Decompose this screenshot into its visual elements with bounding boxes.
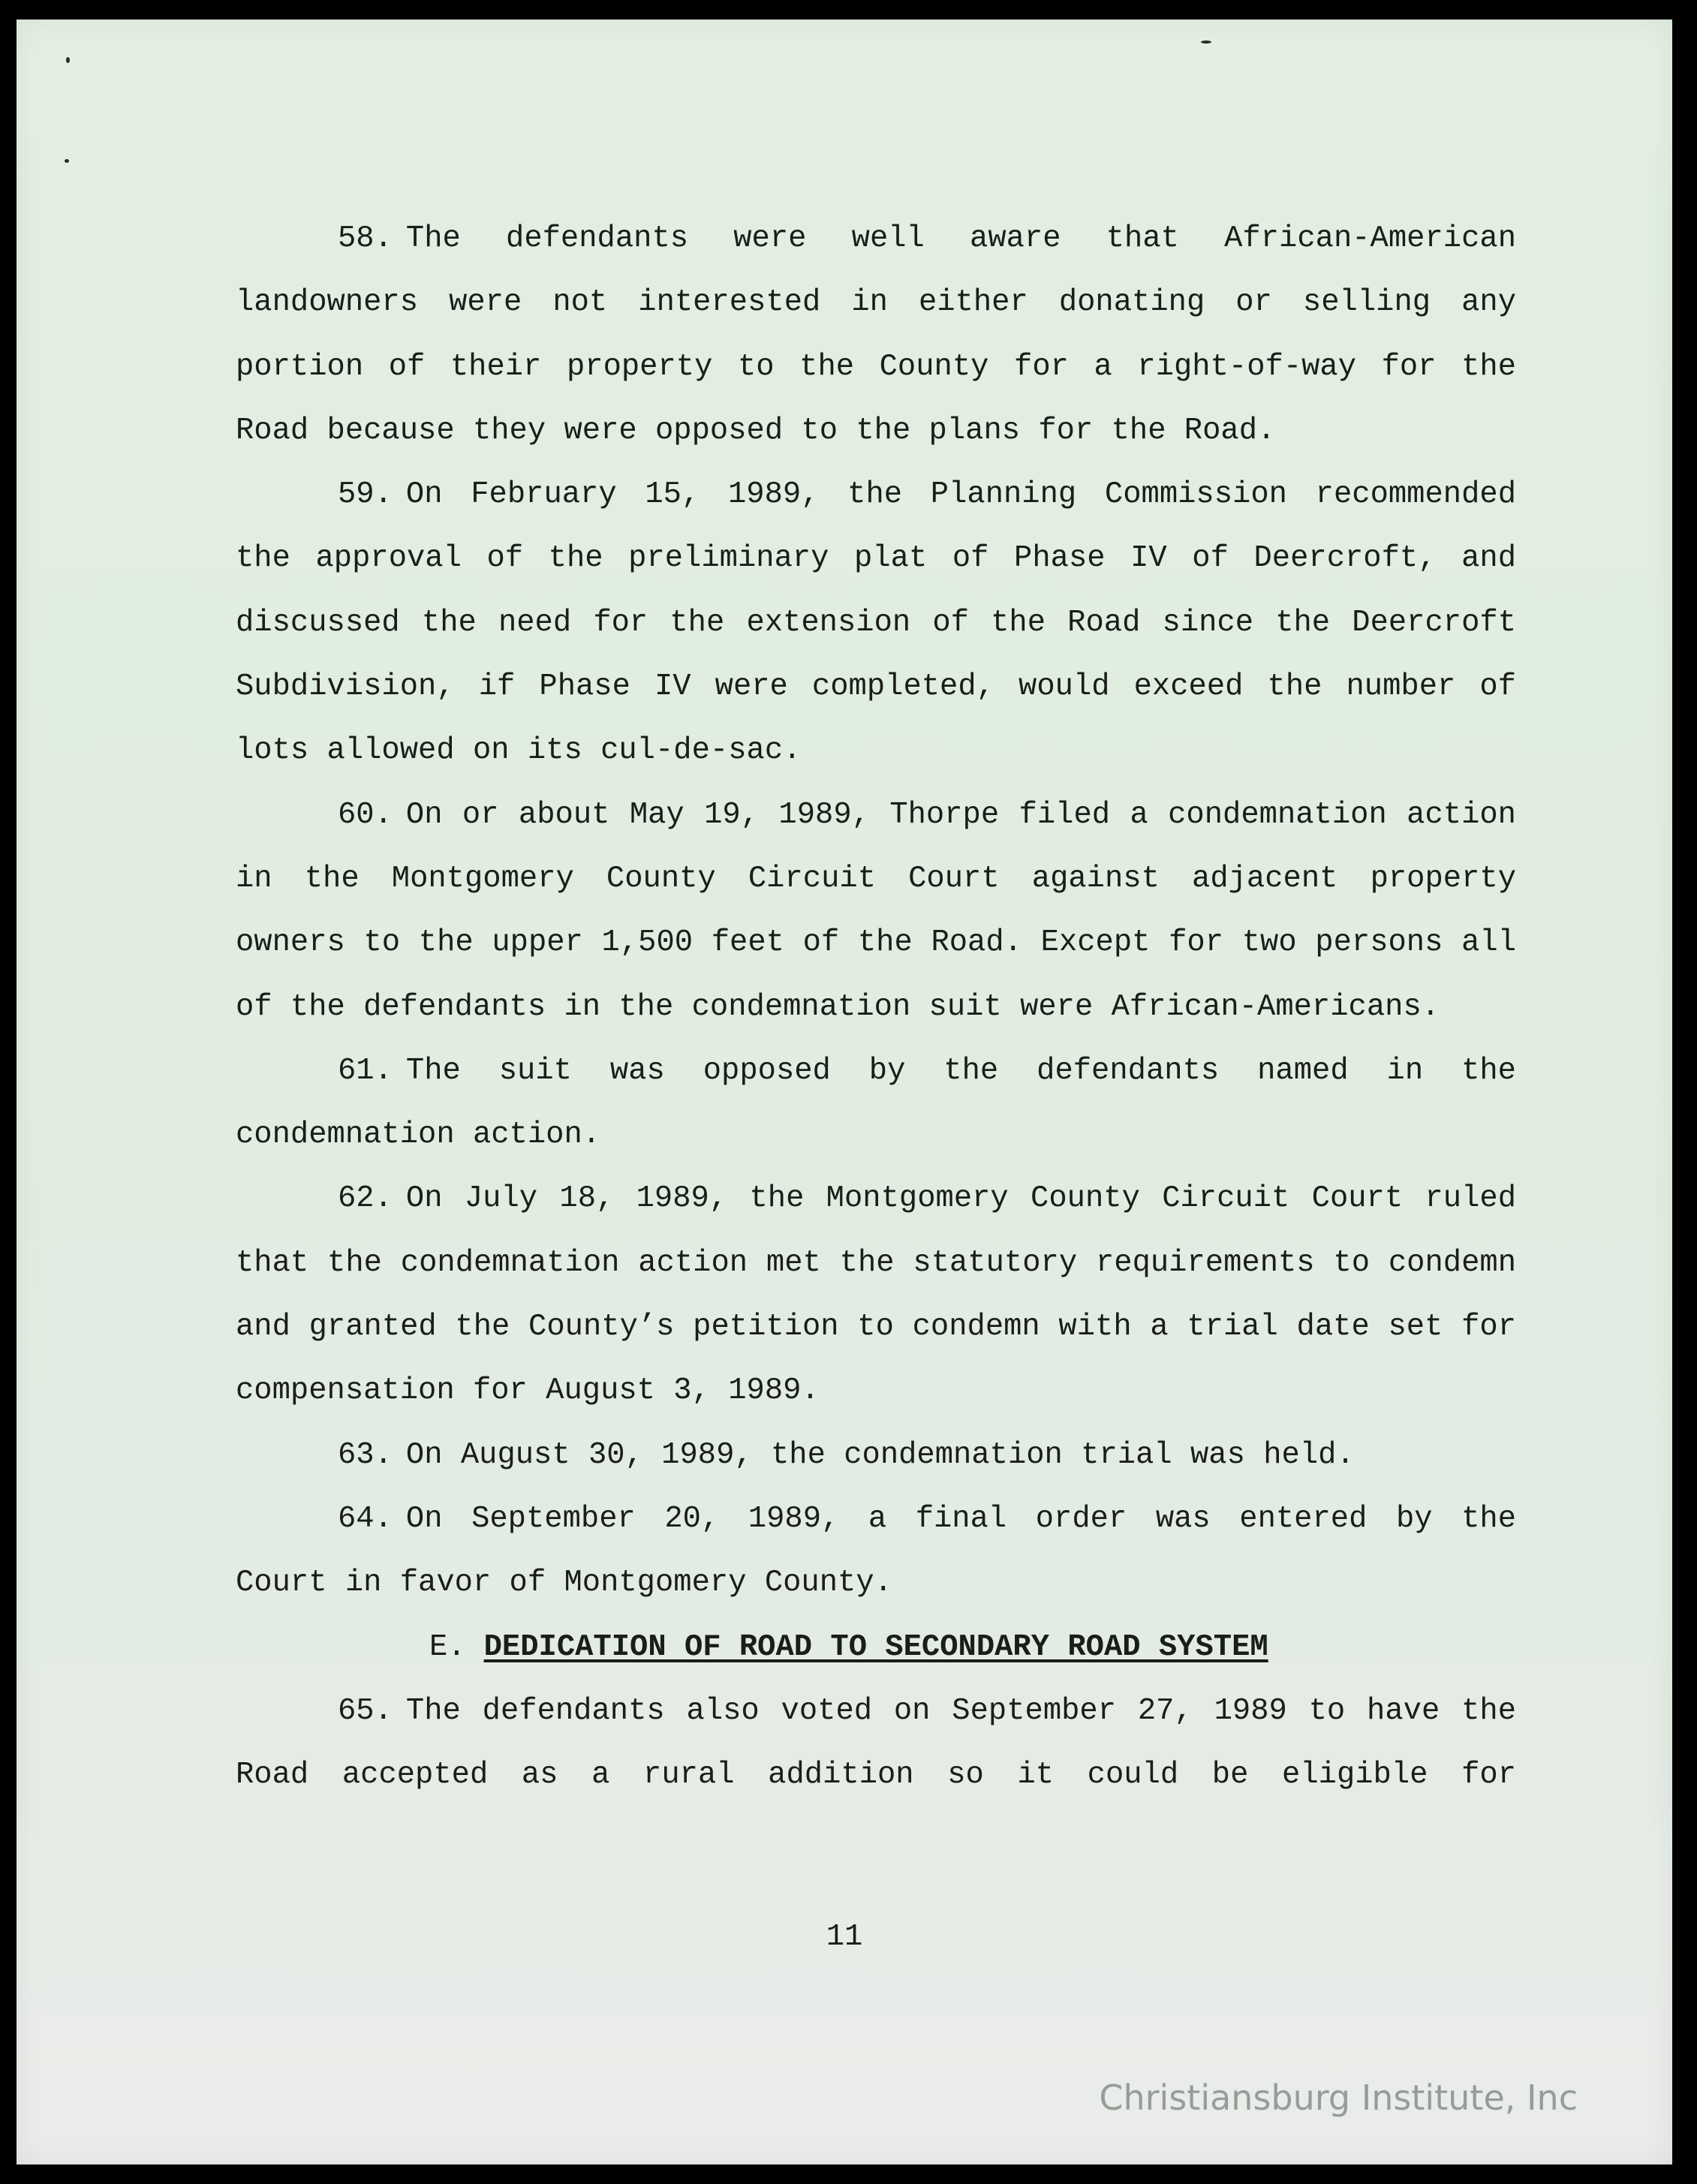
document-body bbox=[236, 207, 1516, 1807]
scan-speck bbox=[66, 57, 70, 63]
paragraph-number: 59. bbox=[338, 477, 393, 513]
paragraph-text: On February 15, 1989, the Planning Commission recommended the approval of the preliminary plat of Phase IV of Deercroft, and discussed the need for the extension of the Road since the Deercroft Subdivision, if Phase IV were completed, would exceed the number of lots allowed on its cul-de-sac. bbox=[236, 477, 1516, 769]
section-heading bbox=[236, 1616, 1516, 1680]
paragraph-58 bbox=[236, 207, 1516, 463]
paragraph-60 bbox=[236, 784, 1516, 1039]
page-number: 11 bbox=[826, 1920, 863, 1954]
paragraph-text: On August 30, 1989, the condemnation trial was held. bbox=[405, 1437, 1355, 1473]
paragraph-number: 62. bbox=[338, 1181, 393, 1217]
paragraph-text: The suit was opposed by the defendants named in the condemnation action. bbox=[236, 1053, 1516, 1153]
paragraph-64 bbox=[236, 1488, 1516, 1616]
paragraph-text: On September 20, 1989, a final order was entered by the Court in favor of Montgomery County. bbox=[236, 1501, 1516, 1601]
paragraph-text: The defendants also voted on September 27, 1989 to have the Road accepted as a rural addition so it could be eligible for bbox=[236, 1693, 1516, 1793]
paragraph-text: The defendants were well aware that African-American landowners were not interested in either donating or selling any portion of their property to the County for a right-of-way for the Road because they were opposed to the plans for the Road. bbox=[236, 221, 1516, 448]
paragraph-59 bbox=[236, 463, 1516, 783]
section-letter: E. bbox=[429, 1629, 466, 1665]
section-title: DEDICATION OF ROAD TO SECONDARY ROAD SYSTEM bbox=[483, 1629, 1268, 1665]
paragraph-65 bbox=[236, 1680, 1516, 1808]
paragraph-number: 65. bbox=[338, 1693, 393, 1728]
paragraph-number: 60. bbox=[338, 797, 393, 832]
paragraph-63 bbox=[236, 1424, 1516, 1488]
paragraph-number: 61. bbox=[338, 1053, 393, 1088]
paragraph-text: On or about May 19, 1989, Thorpe filed a condemnation action in the Montgomery County Circuit Court against adjacent property owners to the upper 1,500 feet of the Road. Except for two persons all of the defendants in the condemnation suit were African-Americans. bbox=[236, 797, 1516, 1024]
paragraph-number: 58. bbox=[338, 221, 393, 256]
paragraph-number: 64. bbox=[338, 1501, 393, 1536]
paragraph-number: 63. bbox=[338, 1437, 393, 1473]
watermark: Christiansburg Institute, Inc bbox=[1099, 2077, 1578, 2118]
paragraph-62 bbox=[236, 1167, 1516, 1423]
paragraph-text: On July 18, 1989, the Montgomery County Circuit Court ruled that the condemnation action met the statutory requirements to condemn and granted the County’s petition to condemn with a trial date set for compensation for August 3, 1989. bbox=[236, 1181, 1516, 1409]
document-page bbox=[17, 20, 1672, 2164]
scan-speck bbox=[1201, 41, 1211, 44]
scan-speck bbox=[65, 159, 69, 163]
paragraph-61 bbox=[236, 1039, 1516, 1168]
